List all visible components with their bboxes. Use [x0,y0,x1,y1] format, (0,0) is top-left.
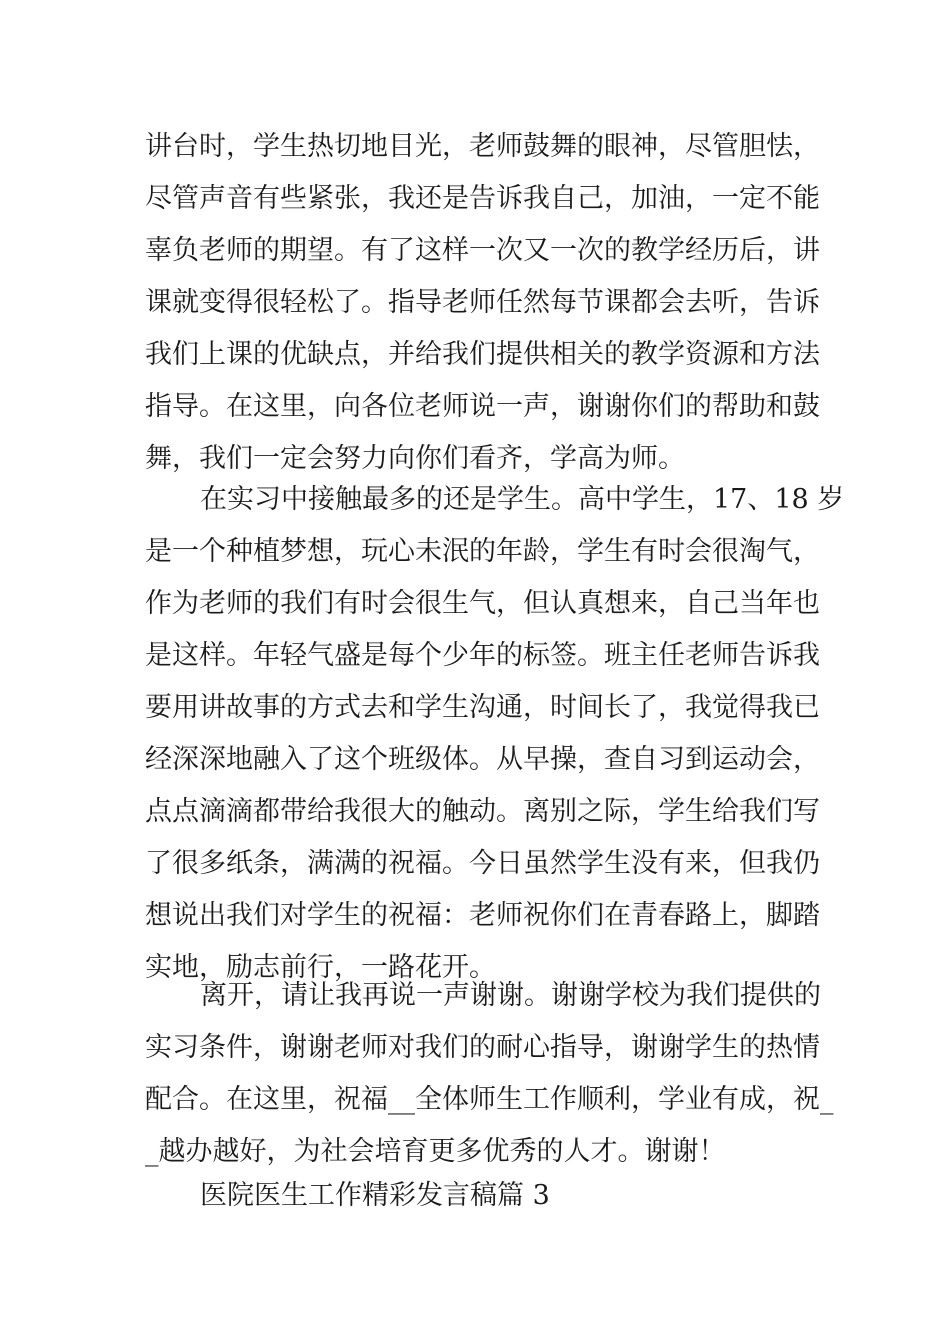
paragraph-line: 经深深地融入了这个班级体。从早操，查自习到运动会， [145,744,820,775]
paragraph-line: 舞，我们一定会努力向你们看齐，学高为师。 [145,443,685,474]
paragraph-line: 是这样。年轻气盛是每个少年的标签。班主任老师告诉我 [145,640,820,671]
paragraph-line: 辜负老师的期望。有了这样一次又一次的教学经历后，讲 [145,235,820,266]
paragraph-line: 在实习中接触最多的还是学生。高中学生，17、18 岁 [200,484,845,515]
paragraph-line: 课就变得很轻松了。指导老师任然每节课都会去听，告诉 [145,287,820,318]
paragraph-2 [145,474,845,994]
paragraph-line: _越办越好，为社会培育更多优秀的人才。谢谢！ [145,1136,726,1167]
paragraph-line: 讲台时，学生热切地目光，老师鼓舞的眼神，尽管胆怯， [145,131,820,162]
paragraph-line: 离开，请让我再说一声谢谢。谢谢学校为我们提供的 [200,980,821,1011]
paragraph-3 [145,970,834,1178]
paragraph-line: 想说出我们对学生的祝福：老师祝你们在青春路上，脚踏 [145,900,820,931]
paragraph-line: 要用讲故事的方式去和学生沟通，时间长了，我觉得我已 [145,692,820,723]
paragraph-line: 配合。在这里，祝福__全体师生工作顺利，学业有成，祝_ [145,1084,834,1115]
paragraph-line: 了很多纸条，满满的祝福。今日虽然学生没有来，但我仍 [145,848,820,879]
paragraph-line: 指导。在这里，向各位老师说一声，谢谢你们的帮助和鼓 [145,391,820,422]
paragraph-line: 我们上课的优缺点，并给我们提供相关的教学资源和方法 [145,339,820,370]
paragraph-line: 实地，励志前行，一路花开。 [145,952,496,983]
paragraph-line: 实习条件，谢谢老师对我们的耐心指导，谢谢学生的热情 [145,1032,820,1063]
paragraph-line: 作为老师的我们有时会很生气，但认真想来，自己当年也 [145,588,820,619]
section-heading: 医院医生工作精彩发言稿篇 3 [200,1180,550,1211]
paragraph-line: 点点滴滴都带给我很大的触动。离别之际，学生给我们写 [145,796,820,827]
paragraph-line: 是一个种植梦想，玩心未泯的年龄，学生有时会很淘气， [145,536,820,567]
paragraph-1 [145,121,820,485]
paragraph-line: 尽管声音有些紧张，我还是告诉我自己，加油，一定不能 [145,183,820,214]
